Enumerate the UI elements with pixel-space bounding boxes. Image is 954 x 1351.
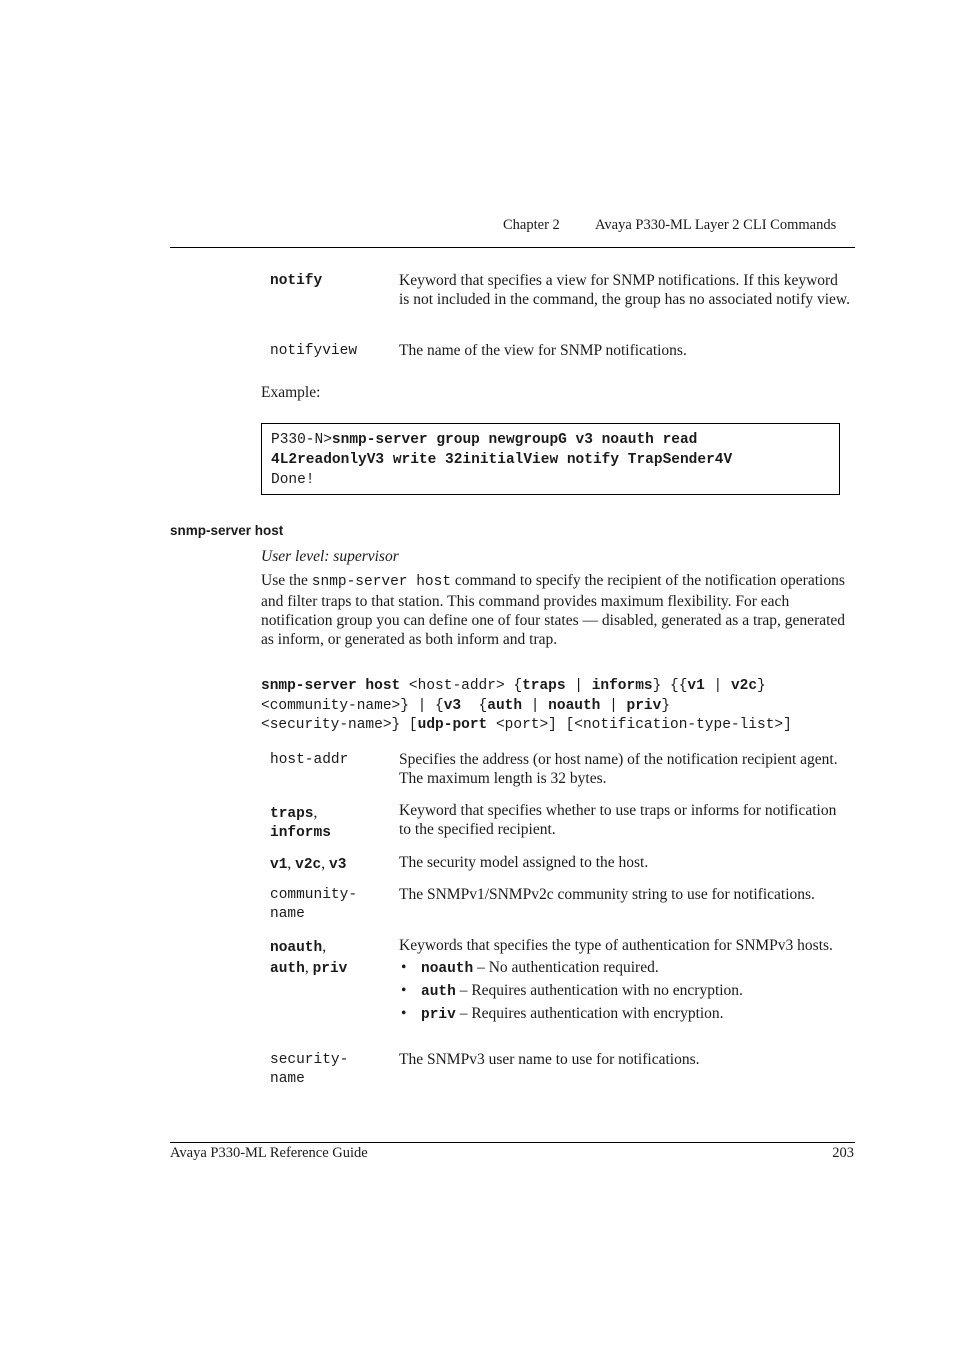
syntax-text: <community-name>} | { — [261, 697, 444, 714]
code-command-1: snmp-server group newgroupG v3 noauth read — [331, 432, 698, 448]
syntax-text: <host-addr> { — [400, 678, 523, 694]
header-chapter: Chapter 2 — [503, 217, 560, 233]
syntax-kw-v2c: v2c — [730, 678, 758, 694]
intro-post: command to specify the recipient of the notification operations and filter traps to that station. This command provides maximum flexibility. For each notification group you can define one of four states — disabled, generated as a trap, generated as inform, or generated as both inform and trap. — [261, 572, 846, 648]
syntax-kw-v1: v1 — [687, 678, 705, 694]
syntax-text: } — [661, 697, 671, 714]
term-comma: , — [313, 804, 318, 821]
term-comma: , — [321, 855, 330, 872]
param-term-notifyview: notifyview — [270, 343, 358, 359]
term-security-1: security- — [270, 1052, 349, 1068]
header-rule — [170, 247, 855, 248]
syntax-text: } {{ — [652, 678, 688, 694]
code-command-2: 4L2readonlyV3 write 32initialView notify TrapSender4V — [271, 452, 733, 468]
bullet-text: – No authentication required. — [473, 959, 659, 976]
param-desc-notifyview: The name of the view for SNMP notifications. — [399, 342, 687, 359]
term-community-1: community- — [270, 887, 358, 903]
syntax-cmd: snmp-server host — [261, 678, 401, 694]
intro-paragraph — [261, 571, 855, 649]
bullet-keyword: priv — [421, 1007, 456, 1023]
syntax-sep: | — [522, 697, 549, 714]
intro-pre: Use the — [261, 572, 312, 589]
syntax-kw-auth: auth — [487, 697, 523, 714]
param-desc-host-addr: Specifies the address (or host name) of the notification recipient agent. The maximum length is 32 bytes. — [399, 751, 838, 787]
syntax-kw-noauth: noauth — [548, 697, 601, 714]
syntax-kw-priv: priv — [626, 697, 662, 714]
term-v3: v3 — [329, 857, 347, 873]
param-term-traps-informs — [270, 803, 390, 843]
term-community-2: name — [270, 906, 305, 922]
param-term-security — [270, 1051, 390, 1089]
header-title: Avaya P330-ML Layer 2 CLI Commands — [595, 217, 837, 233]
list-item — [399, 980, 851, 1003]
param-term-versions — [270, 854, 390, 875]
list-item — [399, 1003, 851, 1026]
syntax-line-3 — [261, 716, 861, 736]
param-desc-auth — [399, 936, 851, 1026]
syntax-sep: | — [704, 678, 731, 694]
term-v2c: v2c — [295, 857, 322, 873]
syntax-kw-v3: v3 — [443, 697, 462, 714]
intro-command: snmp-server host — [311, 574, 452, 590]
syntax-sep: | — [600, 697, 627, 714]
syntax-text: { — [461, 697, 488, 714]
syntax-text: } — [757, 678, 766, 694]
footer-title: Avaya P330-ML Reference Guide — [170, 1145, 368, 1161]
param-desc-versions: The security model assigned to the host. — [399, 854, 649, 871]
syntax-kw-udp-port: udp-port — [417, 717, 488, 733]
syntax-line-1 — [261, 677, 861, 697]
bullet-icon: • — [401, 959, 407, 976]
param-term-host-addr: host-addr — [270, 752, 349, 768]
bullet-text: – Requires authentication with no encryption. — [455, 982, 743, 999]
term-informs: informs — [270, 825, 331, 841]
bullet-icon: • — [401, 982, 407, 999]
list-item — [399, 957, 851, 980]
bullet-text: – Requires authentication with encryption. — [455, 1005, 724, 1022]
bullet-keyword: noauth — [421, 961, 474, 977]
param-term-auth — [270, 937, 390, 979]
code-output: Done! — [271, 472, 315, 488]
syntax-text: <security-name>} [ — [261, 717, 418, 733]
syntax-text: <port>] [<notification-type-list>] — [487, 717, 792, 733]
auth-desc-text: Keywords that specifies the type of authentication for SNMPv3 hosts. — [399, 937, 833, 954]
term-priv: priv — [312, 961, 348, 977]
bullet-keyword: auth — [421, 984, 456, 1000]
param-desc-notify: Keyword that specifies a view for SNMP notifications. If this keyword is not included in the command, the group has no associated notify view. — [399, 272, 850, 308]
term-comma: , — [304, 959, 313, 976]
footer-rule — [170, 1142, 855, 1143]
example-code-box — [261, 423, 840, 495]
param-desc-traps-informs: Keyword that specifies whether to use traps or informs for notification to the specified recipient. — [399, 802, 837, 838]
page-number: 203 — [832, 1145, 854, 1161]
example-label: Example: — [261, 384, 321, 401]
syntax-line-2 — [261, 697, 861, 717]
term-v1: v1 — [270, 857, 288, 873]
auth-bullet-list — [399, 957, 851, 1026]
term-noauth: noauth — [270, 940, 323, 956]
param-term-notify: notify — [270, 273, 323, 289]
term-comma: , — [287, 855, 296, 872]
term-security-2: name — [270, 1071, 305, 1087]
code-line-1 — [271, 430, 839, 450]
term-traps: traps — [270, 806, 314, 822]
code-prompt: P330-N> — [271, 432, 332, 448]
bullet-icon: • — [401, 1005, 407, 1022]
user-level: User level: supervisor — [261, 548, 399, 565]
param-desc-security: The SNMPv3 user name to use for notifications. — [399, 1051, 700, 1068]
syntax-block — [261, 677, 861, 736]
syntax-kw-traps: traps — [522, 678, 566, 694]
syntax-sep: | — [565, 678, 592, 694]
param-desc-community: The SNMPv1/SNMPv2c community string to use for notifications. — [399, 886, 815, 903]
section-heading: snmp-server host — [170, 523, 284, 538]
term-comma: , — [322, 938, 327, 955]
term-auth: auth — [270, 961, 305, 977]
param-term-community — [270, 886, 390, 924]
syntax-kw-informs: informs — [591, 678, 653, 694]
